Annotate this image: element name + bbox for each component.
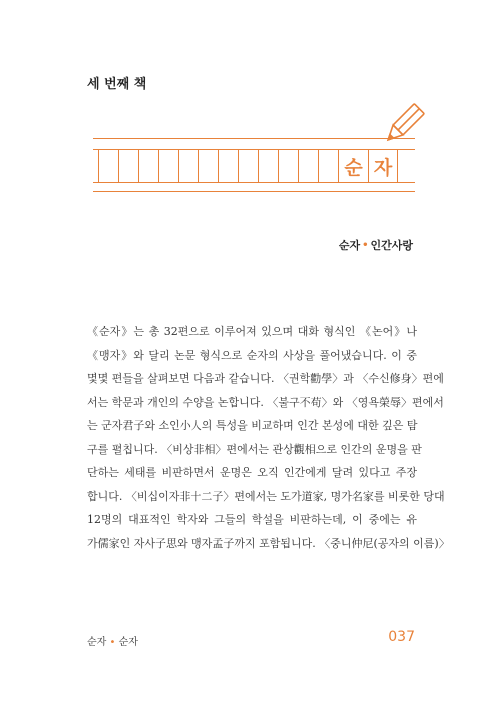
dot-separator-icon: • xyxy=(362,239,369,251)
body-line: 《순자》는 총 32편으로 이루어져 있으며 대화 형식인 《논어》나 xyxy=(87,325,417,338)
grid-cell xyxy=(138,149,158,183)
subtitle-publisher: 인간사랑 xyxy=(370,239,413,252)
grid-cell xyxy=(178,149,198,183)
footer-author: 순자 xyxy=(118,637,138,648)
dot-separator-icon: • xyxy=(106,637,119,648)
body-line: 합니다. 〈비십이자非十二子〉편에서는 도가道家, 명가名家를 비롯한 당대 xyxy=(87,489,445,503)
grid-cell xyxy=(118,149,138,183)
body-paragraph xyxy=(87,320,450,555)
body-line: 단하는 세태를 비판하면서 운명은 오직 인간에게 달려 있다고 주장 xyxy=(87,466,417,479)
running-footer xyxy=(87,633,138,648)
title-char-2: 자 xyxy=(368,149,398,183)
section-label: 세 번째 책 xyxy=(87,77,147,92)
body-line: 몇몇 편들을 살펴보면 다음과 같습니다. 〈권학勸學〉과 〈수신修身〉편에 xyxy=(87,372,444,385)
grid-cell xyxy=(98,149,118,183)
grid-cell xyxy=(278,149,298,183)
grid-cell xyxy=(158,149,178,183)
grid-cell xyxy=(318,149,338,183)
body-line: 가儒家인 자사子思와 맹자孟子까지 포함됩니다. 〈중니仲尼(공자의 이름)〉 xyxy=(87,536,450,550)
body-line: 는 군자君子와 소인小人의 특성을 비교하며 인간 본성에 대한 깊은 탐 xyxy=(87,419,418,432)
page-number: 037 xyxy=(388,629,415,645)
subtitle-author: 순자 xyxy=(338,239,361,252)
grid-cell xyxy=(238,149,258,183)
grid-cell xyxy=(298,149,318,183)
book-subtitle xyxy=(339,237,413,253)
body-line: 12명의 대표적인 학자와 그들의 학설을 비판하는데, 이 중에는 유 xyxy=(87,513,417,526)
body-line: 《맹자》와 달리 논문 형식으로 순자의 사상을 풀어냈습니다. 이 중 xyxy=(87,348,417,362)
title-char-1: 순 xyxy=(338,149,368,183)
footer-book: 순자 xyxy=(87,637,107,648)
body-line: 구를 펼칩니다. 〈비상非相〉편에서는 관상觀相으로 인간의 운명을 판 xyxy=(87,442,422,456)
body-line: 서는 학문과 개인의 수양을 논합니다. 〈불구不苟〉와 〈영욕榮辱〉편에서 xyxy=(87,395,444,409)
grid-cell xyxy=(258,149,278,183)
grid-cell xyxy=(218,149,238,183)
title-grid xyxy=(98,149,415,183)
grid-cell xyxy=(198,149,218,183)
